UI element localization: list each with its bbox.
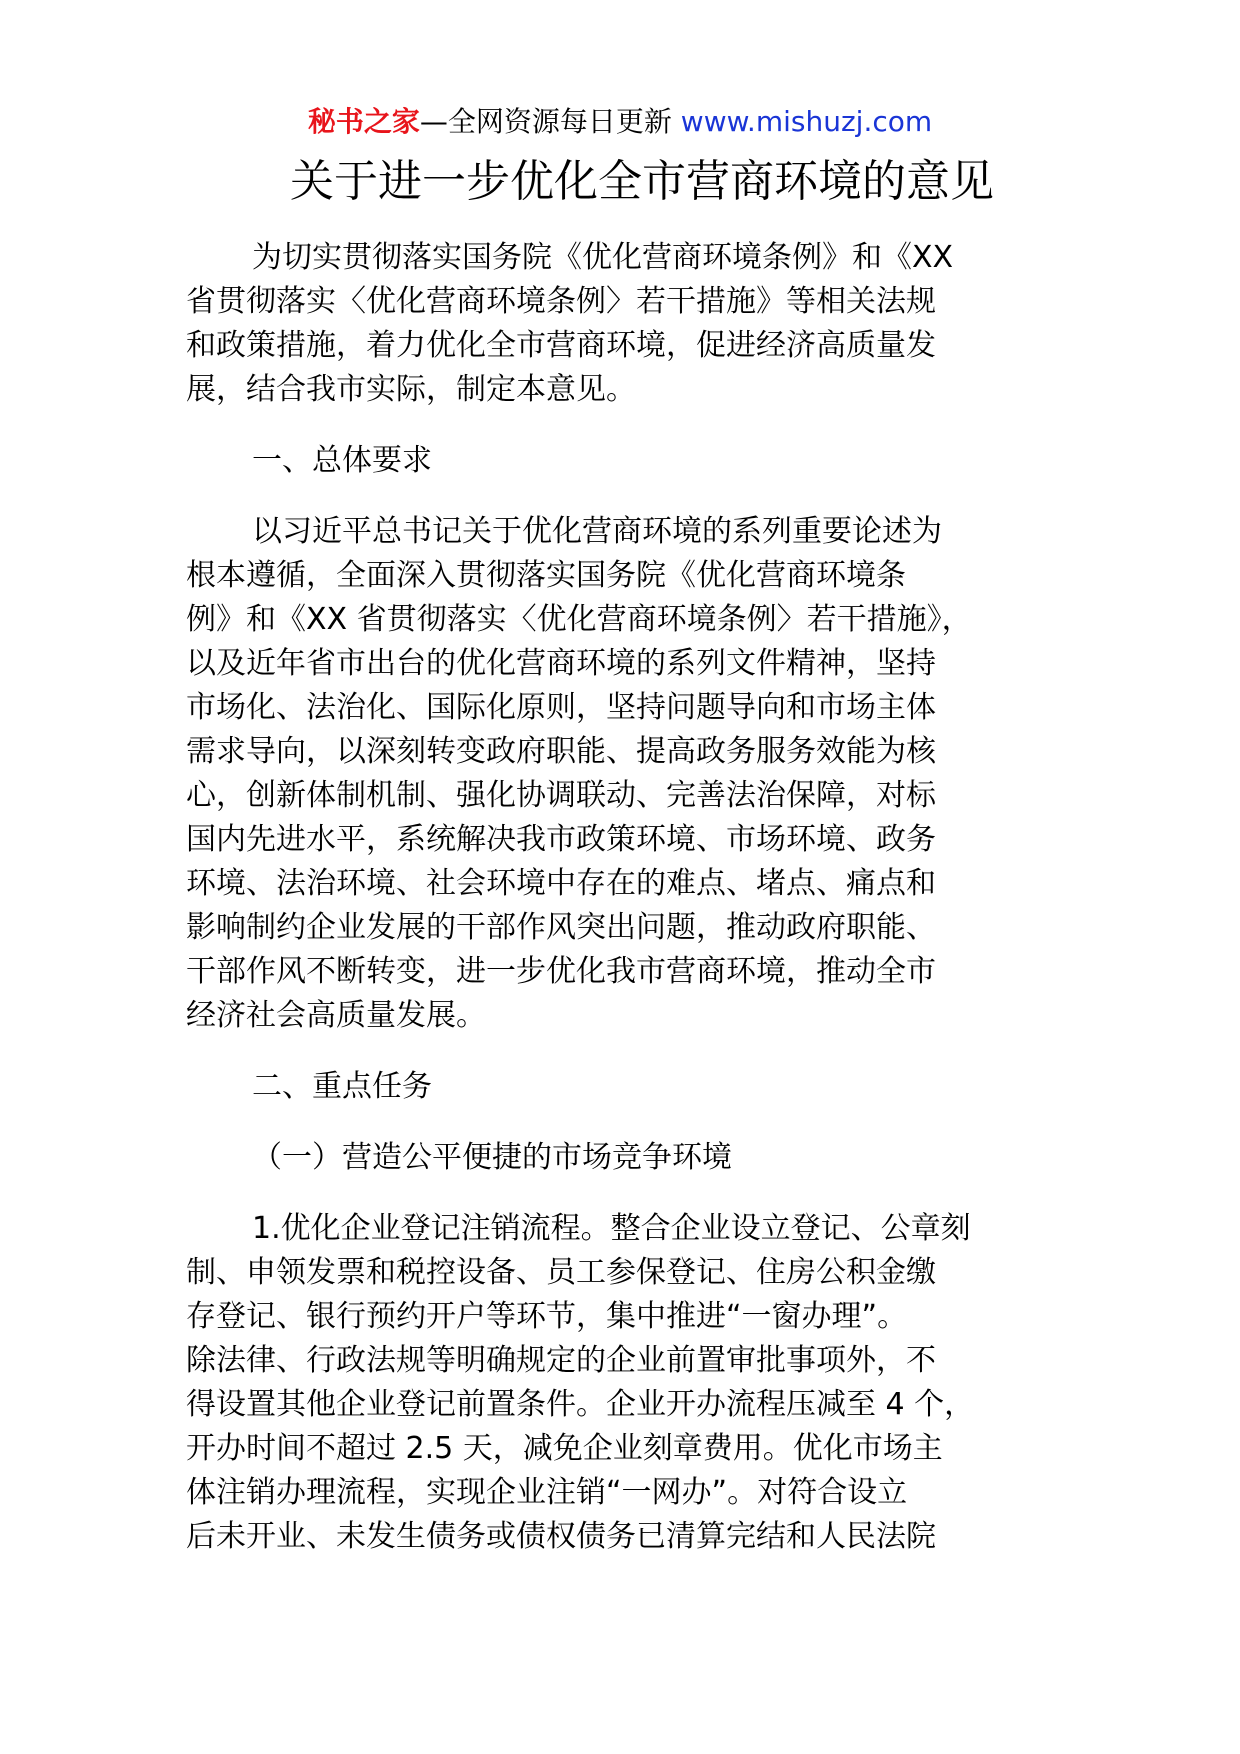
paragraph-line: 例》和《XX 省贯彻落实〈优化营商环境条例〉若干措施》， [186, 602, 972, 637]
paragraph-line: 和政策措施，着力优化全市营商环境，促进经济高质量发 [186, 328, 936, 363]
paragraph-line: 省贯彻落实〈优化营商环境条例〉若干措施》等相关法规 [186, 284, 936, 319]
section-heading: 一、总体要求 [252, 443, 432, 478]
watermark-header [0, 102, 1240, 142]
paragraph-line: 开办时间不超过 2.5 天，减免企业刻章费用。优化市场主 [186, 1431, 943, 1466]
paragraph-line: 得设置其他企业登记前置条件。企业开办流程压减至 4 个， [186, 1387, 975, 1422]
paragraph-line: 以习近平总书记关于优化营商环境的系列重要论述为 [252, 514, 942, 549]
paragraph-line: 经济社会高质量发展。 [186, 998, 486, 1033]
paragraph-line: 存登记、银行预约开户等环节，集中推进“一窗办理”。 [186, 1299, 908, 1334]
paragraph-line: 国内先进水平，系统解决我市政策环境、市场环境、政务 [186, 822, 936, 857]
paragraph-line: 为切实贯彻落实国务院《优化营商环境条例》和《XX [252, 240, 954, 275]
subsection-heading: （一）营造公平便捷的市场竞争环境 [252, 1140, 732, 1175]
brand-name: 秘书之家 [307, 105, 420, 138]
paragraph-line: 干部作风不断转变，进一步优化我市营商环境，推动全市 [186, 954, 936, 989]
site-url-link[interactable]: www.mishuzj.com [680, 105, 933, 138]
document-title: 关于进一步优化全市营商环境的意见 [290, 156, 994, 207]
paragraph-line: 市场化、法治化、国际化原则，坚持问题导向和市场主体 [186, 690, 936, 725]
section-heading: 二、重点任务 [252, 1069, 432, 1104]
paragraph-gap [186, 1180, 1066, 1207]
paragraph-line: 需求导向，以深刻转变政府职能、提高政务服务效能为核 [186, 734, 936, 769]
paragraph-gap [186, 1038, 1066, 1065]
header-tagline: —全网资源每日更新 [419, 105, 672, 138]
paragraph-line: 后未开业、未发生债务或债权债务已清算完结和人民法院 [186, 1519, 936, 1554]
paragraph-line: 心，创新体制机制、强化协调联动、完善法治保障，对标 [186, 778, 936, 813]
paragraph-line: 展，结合我市实际，制定本意见。 [186, 372, 636, 407]
paragraph-line: 根本遵循，全面深入贯彻落实国务院《优化营商环境条 [186, 558, 906, 593]
paragraph-line: 体注销办理流程，实现企业注销“一网办”。对符合设立 [186, 1475, 908, 1510]
document-body [186, 236, 1066, 1559]
paragraph-line: 环境、法治环境、社会环境中存在的难点、堵点、痛点和 [186, 866, 936, 901]
paragraph-line: 以及近年省市出台的优化营商环境的系列文件精神，坚持 [186, 646, 936, 681]
paragraph-line: 1.优化企业登记注销流程。整合企业设立登记、公章刻 [252, 1211, 971, 1246]
paragraph-line: 制、申领发票和税控设备、员工参保登记、住房公积金缴 [186, 1255, 936, 1290]
paragraph-gap [186, 1109, 1066, 1136]
paragraph-gap [186, 483, 1066, 510]
paragraph-line: 影响制约企业发展的干部作风突出问题，推动政府职能、 [186, 910, 936, 945]
paragraph-gap [186, 412, 1066, 439]
paragraph-line: 除法律、行政法规等明确规定的企业前置审批事项外，不 [186, 1343, 936, 1378]
